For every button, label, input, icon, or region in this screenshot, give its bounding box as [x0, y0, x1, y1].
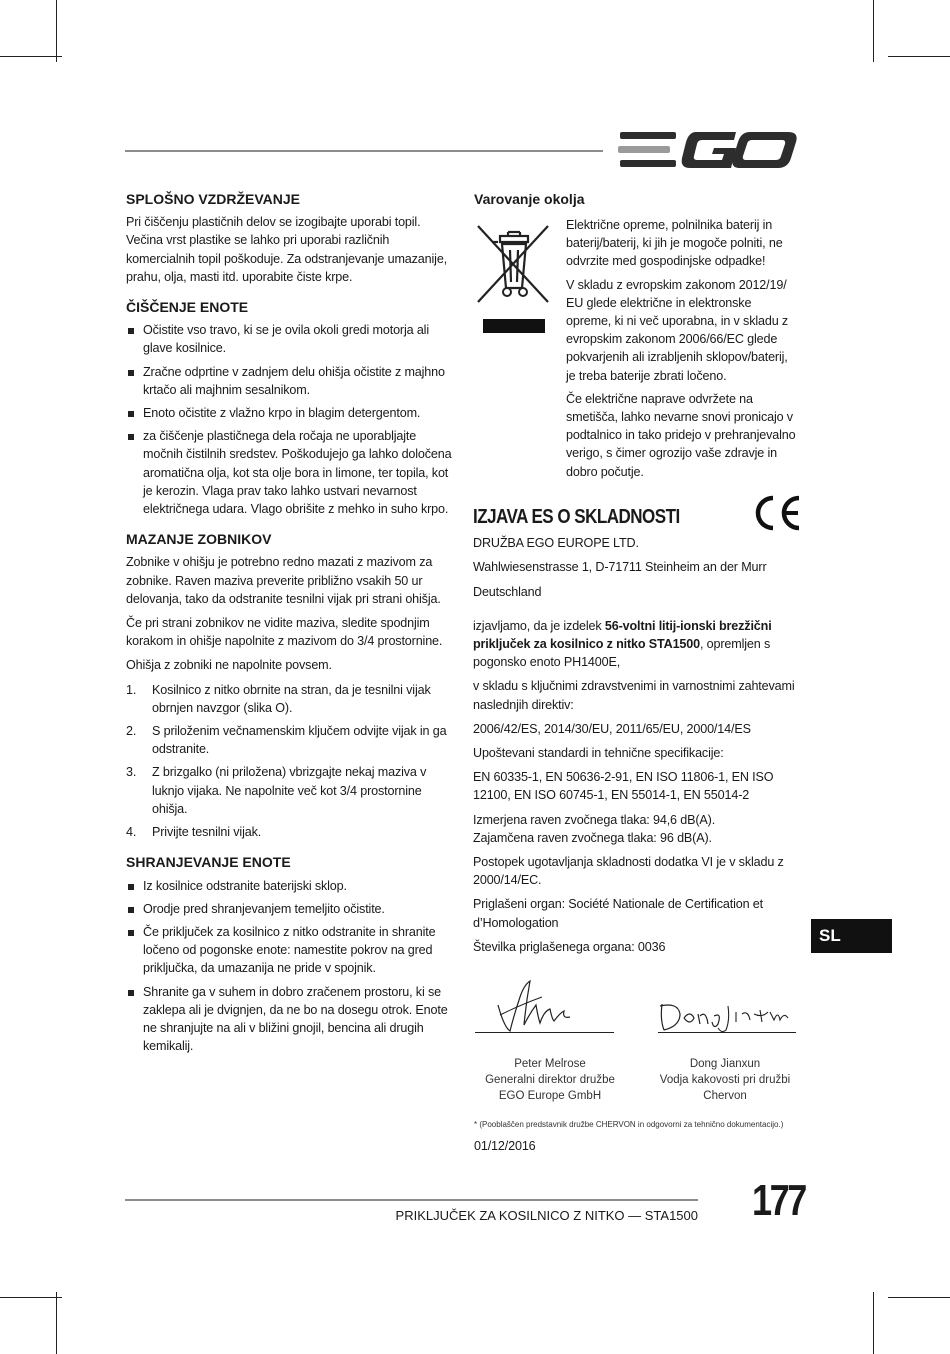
guaranteed-noise: Zajamčena raven zvočnega tlaka: 96 dB(A).: [473, 830, 712, 845]
footnote: * (Pooblaščen predstavnik družbe CHERVON in odgovorni za tehnično dokumentacijo.): [474, 1120, 784, 1129]
intro-text: , opremljen s pogonsko enoto PH1400E,: [473, 637, 771, 670]
list-item: [126, 823, 454, 841]
list-item: Iz kosilnice odstranite baterijski sklop.: [126, 877, 454, 895]
company-country: Deutschland: [473, 584, 542, 599]
gear-lubrication-heading: MAZANJE ZOBNIKOV: [126, 531, 272, 548]
list-item: za čiščenje plastičnega dela ročaja ne uporabljajte močnih čistilnih sredstev. Poškodujejo ga lahko določena aromatična olja, kot sta olje bora in limone, ter topila, kot je kerozin. Vlaga prav tako lahko ustvari nevarnost električnega udara. Vlago obrišite z mehko in suho krpo.: [126, 427, 454, 518]
storage-list: [126, 877, 454, 1056]
signatory-role: Generalni direktor družbe: [485, 1074, 615, 1086]
declaration-date: [474, 1137, 674, 1161]
crop-mark: [888, 1297, 950, 1298]
step-number: 1.: [126, 682, 137, 697]
crop-mark: [873, 1292, 874, 1354]
step-text: S priloženim večnamenskim ključem odvijte vijak in ga odstranite.: [152, 724, 447, 757]
left-column: [126, 190, 454, 1060]
declaration: [473, 508, 803, 962]
storage-heading: SHRANJEVANJE ENOTE: [126, 854, 291, 871]
signature-line: [658, 1032, 796, 1033]
list-item: Enoto očistite z vlažno krpo in blagim detergentom.: [126, 404, 454, 422]
declaration-title: IZJAVA ES O SKLADNOSTI: [473, 506, 680, 528]
language-tab: SL: [811, 919, 892, 953]
list-item: Očistite vso travo, ki se je ovila okoli gredi motorja ali glave kosilnice.: [126, 321, 454, 357]
environment-text: [566, 216, 796, 486]
company-address: Wahlwiesenstrasse 1, D-71711 Steinheim an der Murr: [473, 560, 767, 575]
crop-mark: [888, 56, 950, 57]
environment-heading-wrap: [474, 190, 804, 213]
gear-paragraph: Ohišja z zobniki ne napolnite povsem.: [126, 658, 332, 673]
list-item: Zračne odprtine v zadnjem delu ohišja očistite z majhno krtačo ali majhnim sesalnikom.: [126, 363, 454, 399]
signatory-name: Dong Jianxun: [689, 1058, 761, 1070]
list-item: Orodje pred shranjevanjem temeljito očistite.: [126, 900, 454, 918]
page-number: 177: [752, 1176, 805, 1225]
signature-peter-melrose: [490, 975, 580, 1035]
declaration-intro: [473, 617, 803, 672]
gear-paragraph: Če pri strani zobnikov ne vidite maziva, sledite spodnjim korakom in ohišje napolnite z mazivom do 3/4 prostornine.: [126, 616, 443, 649]
crop-mark: [0, 1297, 62, 1298]
list-item: Shranite ga v suhem in dobro zračenem prostoru, ki se zaklepa ali je dvignjen, da ne bo na dosegu otrok. Enote ne shranjujte na ali v bližini gnojil, bencina ali drugih kemikalij.: [126, 983, 454, 1056]
crop-mark: [0, 56, 62, 57]
signatory-company: EGO Europe GmbH: [498, 1090, 602, 1102]
signature-line: [475, 1032, 614, 1033]
environment-paragraph: V skladu z evropskim zakonom 2012/19/ EU glede električne in elektronske opreme, ki ni več uporabna, in v skladu z evropskim zakonom 2006/66/EC glede pokvarjenih ali izrabljenih sklopov/baterij, je treba baterije zbrati ločeno.: [566, 277, 789, 383]
gear-paragraph: Zobnike v ohišju je potrebno redno mazati z mazivom za zobnike. Raven maziva preverite približno vsakih 50 ur delovanja, tako da odstranite tesnilni vijak pri strani ohišja.: [126, 555, 441, 606]
crop-mark: [56, 1292, 57, 1354]
cleaning-heading: ČIŠČENJE ENOTE: [126, 299, 249, 316]
notified-body-number: Številka priglašenega organa: 0036: [473, 939, 666, 954]
notified-body: Priglašeni organ: Société Nationale de Certification et d’Homologation: [473, 897, 763, 930]
step-text: Z brizgalko (ni priložena) vbrizgajte nekaj maziva v luknjo vijaka. Ne napolnite več kot 3/4 prostornine ohišja.: [152, 765, 427, 816]
list-item: [126, 763, 454, 818]
header-rule: [125, 150, 603, 152]
list-item: [126, 681, 454, 717]
crop-mark: [873, 0, 874, 62]
weee-bin-icon: [474, 222, 554, 334]
general-maintenance-text: Pri čiščenju plastičnih delov se izogibajte uporabi topil. Večina vrst plastike se lahko pri uporabi različnih komercialnih topil poškoduje. Za odstranjevanje umazanije, prahu, olja, masti itd. uporabite čiste krpe.: [126, 215, 448, 284]
step-text: Privijte tesnilni vijak.: [152, 825, 262, 840]
signatory-role: Vodja kakovosti pri družbi: [659, 1074, 791, 1086]
signatory-peter-melrose: [470, 1056, 630, 1104]
procedure-text: Postopek ugotavljanja skladnosti dodatka VI je v skladu z 2000/14/EC.: [473, 855, 784, 888]
footer-title: PRIKLJUČEK ZA KOSILNICO Z NITKO — STA1500: [395, 1208, 698, 1223]
company-name: DRUŽBA EGO EUROPE LTD.: [473, 536, 639, 551]
environment-paragraph: Če električne naprave odvržete na smetišča, lahko nevarne snovi pronicajo v podtalnico in tako pridejo v prehranjevalno verigo, s čimer ogrozijo vaše zdravje in dobro počutje.: [566, 391, 796, 479]
gear-steps: [126, 681, 454, 842]
step-number: 3.: [126, 765, 137, 780]
footer-rule: [125, 1199, 698, 1201]
signatory-company: Chervon: [703, 1090, 747, 1102]
noise-values: [473, 811, 803, 847]
date-text: 01/12/2016: [474, 1139, 536, 1153]
measured-noise: Izmerjena raven zvočnega tlaka: 94,6 dB(A).: [473, 812, 716, 827]
cleaning-list: [126, 321, 454, 518]
list-item: [126, 722, 454, 758]
crop-mark: [56, 0, 57, 62]
signatory-dong-jianxun: [645, 1056, 805, 1104]
step-number: 4.: [126, 825, 137, 840]
list-item: Če priključek za kosilnico z nitko odstranite in shranite ločeno od pogonske enote: namestite pokrov na gred priključka, da umazanija ne pride v spojnik.: [126, 923, 454, 978]
requirements-text: v skladu s ključnimi zdravstvenimi in varnostnimi zahtevami naslednjih direktiv:: [473, 679, 795, 712]
intro-text: izjavljamo, da je izdelek: [473, 618, 605, 633]
ego-logo: [618, 128, 800, 172]
directives-list: 2006/42/ES, 2014/30/EU, 2011/65/EU, 2000/14/ES: [473, 721, 751, 736]
general-maintenance-heading: SPLOŠNO VZDRŽEVANJE: [126, 191, 300, 207]
standards-label: Upoštevani standardi in tehnične specifikacije:: [473, 746, 724, 761]
environment-paragraph: Električne opreme, polnilnika baterij in baterij/baterij, ki jih je mogoče polniti, ne odvrzite med gospodinjske odpadke!: [566, 218, 783, 269]
step-number: 2.: [126, 724, 137, 739]
signatory-name: Peter Melrose: [514, 1058, 586, 1070]
signature-dong-jianxun: [656, 996, 796, 1036]
environment-heading: Varovanje okolja: [474, 191, 585, 207]
step-text: Kosilnico z nitko obrnite na stran, da je tesnilni vijak obrnjen navzgor (slika O).: [152, 682, 431, 715]
product-name: 56-voltni litij-ionski brezžični priključek za kosilnico z nitko STA1500: [473, 618, 772, 652]
standards-list: EN 60335-1, EN 50636-2-91, EN ISO 11806-1, EN ISO 12100, EN ISO 60745-1, EN 55014-1, EN 55014-2: [473, 770, 774, 803]
